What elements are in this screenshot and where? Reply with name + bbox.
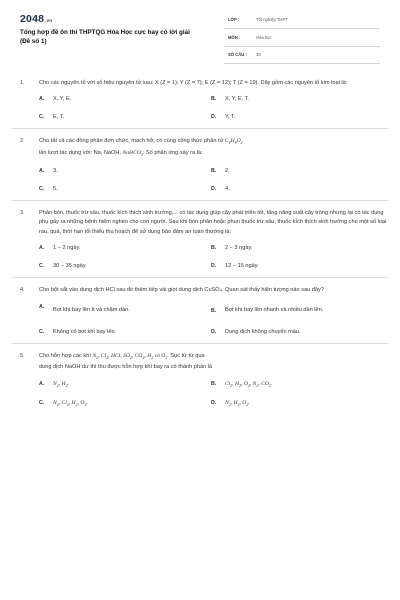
option-letter: D.	[211, 400, 217, 407]
option-text: 2 − 3 ngày.	[225, 245, 253, 252]
question-stem	[12, 137, 388, 160]
option-letter: D.	[211, 328, 217, 335]
option-text: 3.	[53, 168, 58, 175]
answer-options	[12, 244, 388, 270]
document-meta	[224, 14, 380, 67]
question-stem	[12, 352, 388, 373]
option-text: $N_2$, $H_2$, $O_2$.	[225, 400, 250, 408]
meta-value: 38	[256, 52, 261, 57]
answer-option-c[interactable]	[39, 113, 211, 121]
option-letter: B.	[211, 307, 217, 314]
meta-label: LỚP :	[228, 17, 240, 22]
option-text: Bọt khí bay lên nhanh và nhiều dần lên.	[225, 307, 324, 314]
answer-option-b[interactable]	[211, 380, 391, 391]
answer-option-c[interactable]	[39, 399, 211, 410]
meta-value: Tốt nghiệp THPT	[256, 17, 288, 22]
question-list	[12, 73, 388, 417]
document-title-line2: (Đề số 1)	[20, 37, 47, 45]
meta-row-class	[224, 14, 380, 29]
chemical-formula: NaHCO$_3$	[122, 149, 143, 157]
answer-options	[12, 167, 388, 193]
answer-option-a[interactable]	[39, 303, 211, 319]
question-stem	[12, 286, 388, 295]
answer-option-d[interactable]	[211, 399, 391, 410]
option-letter: D.	[211, 113, 217, 120]
answer-option-b[interactable]	[211, 244, 391, 252]
question-text: Cho các nguyên tố với số hiệu nguyên tử sau: X (Z = 1); Y (Z = 7); E (Z = 12); T (Z = 19). Dãy gồm các nguyên tố kim loại là:	[39, 80, 348, 86]
option-text: Không có bọt khí bay lên.	[53, 328, 117, 335]
question-text: Phân bón, thuốc trừ sâu, thuốc kích thích sinh trưởng,... có tác dụng giúp cây phát triển tốt, tăng năng suất cây trồng nhưng lại có tác dụng phụ gây ra những bệnh hiểm nghèo cho con người. Sau khi bón phân hoặc phun thuốc trừ sâu, thuốc kích thích sinh trưởng cho một số loại rau, quả, thời hạn tối thiểu thu hoạch để sử dụng bảo đảm an toàn thường là:	[39, 210, 387, 235]
option-letter: B.	[211, 245, 217, 252]
question-number: 1.	[20, 80, 25, 86]
option-letter: C.	[39, 185, 45, 192]
question-item	[12, 129, 388, 201]
question-item	[12, 73, 388, 129]
answer-option-d[interactable]	[211, 262, 391, 270]
option-letter: C.	[39, 400, 45, 407]
meta-row-count	[224, 49, 380, 64]
option-letter: A.	[39, 245, 45, 252]
option-text: 30 − 35 ngày.	[53, 262, 87, 269]
answer-option-d[interactable]	[211, 113, 391, 121]
answer-option-a[interactable]	[39, 380, 211, 391]
document-title-line1: Tổng hợp đề ôn thi THPTQG Hóa Học cực hay có lời giải	[20, 29, 190, 36]
answer-option-b[interactable]	[211, 167, 391, 175]
option-text: $N_2$, $H_2$.	[53, 380, 69, 388]
option-letter: B.	[211, 96, 217, 103]
question-number: 4.	[20, 287, 25, 294]
answer-option-d[interactable]	[211, 328, 391, 336]
option-letter: D.	[211, 262, 217, 269]
question-number: 3.	[20, 210, 25, 217]
option-text: X, Y, E.	[53, 96, 72, 103]
answer-options	[12, 303, 388, 336]
option-text: 2.	[225, 168, 230, 175]
option-letter: C.	[39, 328, 45, 335]
option-letter: A.	[39, 380, 45, 387]
answer-option-b[interactable]	[211, 95, 391, 103]
question-text: Cho hỗn hợp các khí $N_2$, $Cl_2$, HCl, $SO_2$, $CO_2$, $H_2$ và $O_2$. Sục từ từ qua dung dịch NaOH dư thì thu được hỗn hợp khí bay ra có thành phần là	[39, 352, 213, 371]
option-text: Y, T.	[225, 113, 236, 120]
option-text: $Cl_2$, $H_2$, $O_2$, $N_2$, $CO_2$.	[225, 380, 273, 388]
option-text: 1 − 2 ngày.	[53, 245, 81, 252]
document-title	[20, 29, 220, 46]
option-text: X, Y, E, T.	[225, 96, 249, 103]
site-logo[interactable]: 2048.vn	[20, 13, 53, 25]
answer-options	[12, 380, 388, 410]
answer-option-b[interactable]	[211, 303, 391, 319]
option-letter: A.	[39, 168, 45, 175]
option-text: 5.	[53, 185, 58, 192]
option-text: Bọt khí bay lên ít và chậm dần.	[53, 307, 130, 314]
question-item	[12, 201, 388, 278]
meta-row-subject	[224, 32, 380, 47]
option-text: 12 − 15 ngày.	[225, 262, 259, 269]
question-text: Cho tất cả các đồng phân đơn chức, mạch hở, có cùng công thức phân tử $C_4H_8O_2$ lần lượt tác dụng với: Na, NaOH, NaHCO$_3$. Số phản ứng xảy ra là:	[39, 138, 243, 157]
question-number: 2.	[20, 138, 25, 145]
page-header	[0, 0, 400, 62]
answer-option-d[interactable]	[211, 185, 391, 193]
option-text: Dung dịch không chuyển màu.	[225, 328, 301, 335]
meta-label: SỐ CÂU :	[228, 52, 247, 57]
question-item	[12, 278, 388, 344]
answer-option-a[interactable]	[39, 244, 211, 252]
meta-value: Hóa học	[256, 34, 272, 40]
question-item	[12, 344, 388, 417]
question-stem	[12, 209, 388, 237]
chemical-formula: $N_2$, $Cl_2$, HCl, $SO_2$, $CO_2$, $H_2$ và $O_2$	[92, 352, 168, 361]
option-letter: A.	[39, 303, 45, 310]
question-text: Cho bột sắt vào dung dịch HCl sau đó thêm tiếp vài giọt dung dịch CuSO₄. Quan sát thấy hiện tượng nào sau đây?	[39, 287, 324, 294]
option-letter: C.	[39, 113, 45, 120]
answer-option-c[interactable]	[39, 328, 211, 336]
chemical-formula: $C_4H_8O_2$	[224, 138, 243, 146]
answer-option-a[interactable]	[39, 167, 211, 175]
option-text: E, T.	[53, 113, 65, 120]
answer-option-c[interactable]	[39, 262, 211, 270]
option-letter: B.	[211, 380, 217, 387]
meta-label: MÔN :	[228, 34, 241, 40]
option-letter: C.	[39, 262, 45, 269]
question-stem	[12, 79, 388, 88]
question-number: 5.	[20, 352, 25, 359]
option-letter: D.	[211, 185, 217, 192]
answer-option-c[interactable]	[39, 185, 211, 193]
answer-option-a[interactable]	[39, 95, 211, 103]
option-letter: B.	[211, 168, 217, 175]
option-letter: A.	[39, 96, 45, 103]
option-text: 4.	[225, 185, 230, 192]
answer-options	[12, 95, 388, 121]
option-text: $N_2$, $Cl_2$, $H_2$, $O_2$.	[53, 400, 88, 408]
